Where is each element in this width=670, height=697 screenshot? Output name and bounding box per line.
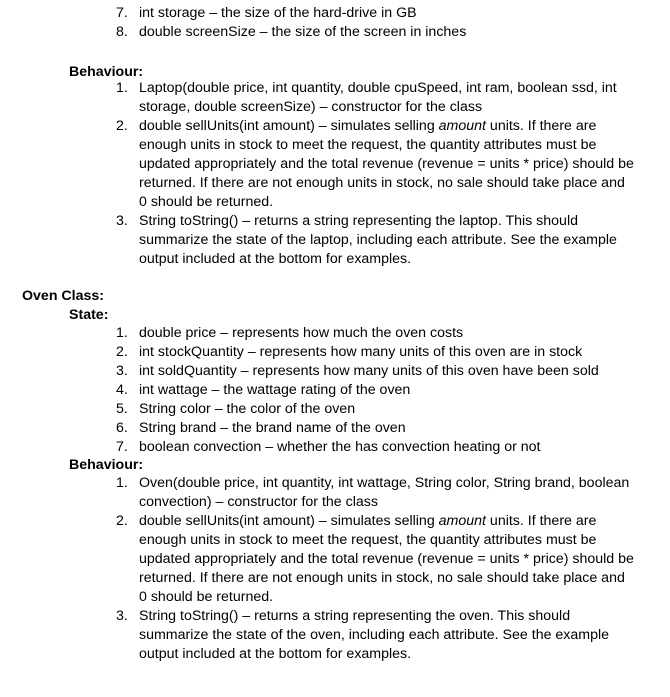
- oven-class-heading: Oven Class:: [22, 288, 105, 304]
- oven-state-list: [116, 324, 636, 457]
- list-item: [116, 212, 636, 269]
- list-item: [116, 400, 636, 419]
- list-item-number: 7.: [116, 5, 128, 21]
- list-item-number: 2.: [116, 513, 128, 529]
- list-item-text: int stockQuantity – represents how many units of this oven are in stock: [139, 344, 583, 360]
- list-item-number: 1.: [116, 80, 128, 96]
- list-item: [116, 79, 636, 117]
- list-item: [116, 343, 636, 362]
- oven-behaviour-heading: Behaviour:: [69, 457, 144, 473]
- list-item-text: int soldQuantity – represents how many units of this oven have been sold: [139, 363, 599, 379]
- list-item-number: 8.: [116, 24, 128, 40]
- emphasis-text: amount: [438, 513, 486, 529]
- list-item: [116, 474, 636, 512]
- list-item-number: 5.: [116, 401, 128, 417]
- list-item: [116, 4, 636, 23]
- oven-behaviour-list: [116, 474, 636, 664]
- list-item-text: double screenSize – the size of the screen in inches: [139, 24, 467, 40]
- list-item: [116, 23, 636, 42]
- list-item-number: 3.: [116, 363, 128, 379]
- list-item-number: 1.: [116, 475, 128, 491]
- list-item-text: [139, 117, 636, 212]
- laptop-behaviour-list: [116, 79, 636, 269]
- list-item: [116, 607, 636, 664]
- text-segment: double sellUnits(int amount) – simulates selling: [139, 118, 439, 134]
- laptop-state-list: [116, 4, 636, 42]
- text-segment: units. If there are enough units in stock to meet the request, the quantity attributes must be updated appropriately and the total revenue (revenue = units * price) should be returned. If there are not enough units in stock, no sale should take place and 0 should be returned.: [139, 513, 634, 605]
- text-segment: units. If there are enough units in stock to meet the request, the quantity attributes must be updated appropriately and the total revenue (revenue = units * price) should be returned. If there are not enough units in stock, no sale should take place and 0 should be returned.: [139, 118, 634, 210]
- list-item-text: Oven(double price, int quantity, int wattage, String color, String brand, boolean convection) – constructor for the class: [139, 475, 630, 510]
- list-item: [116, 324, 636, 343]
- laptop-behaviour-heading: Behaviour:: [69, 64, 144, 80]
- list-item: [116, 438, 636, 457]
- list-item-text: String brand – the brand name of the oven: [139, 420, 406, 436]
- list-item-number: 7.: [116, 439, 128, 455]
- list-item-text: int wattage – the wattage rating of the oven: [139, 382, 411, 398]
- list-item-text: [139, 512, 636, 607]
- list-item: [116, 117, 636, 212]
- list-item: [116, 362, 636, 381]
- list-item-text: String toString() – returns a string representing the oven. This should summarize the state of the oven, including each attribute. See the example output included at the bottom for examples.: [139, 608, 610, 662]
- text-segment: double sellUnits(int amount) – simulates selling: [139, 513, 439, 529]
- list-item-number: 3.: [116, 608, 128, 624]
- list-item: [116, 381, 636, 400]
- emphasis-text: amount: [438, 118, 486, 134]
- list-item-number: 4.: [116, 382, 128, 398]
- list-item-text: double price – represents how much the oven costs: [139, 325, 464, 341]
- list-item-number: 6.: [116, 420, 128, 436]
- list-item: [116, 512, 636, 607]
- list-item: [116, 419, 636, 438]
- list-item-text: boolean convection – whether the has convection heating or not: [139, 439, 541, 455]
- list-item-text: int storage – the size of the hard-drive in GB: [139, 5, 417, 21]
- oven-state-heading: State:: [69, 307, 109, 323]
- list-item-number: 1.: [116, 325, 128, 341]
- list-item-number: 3.: [116, 213, 128, 229]
- list-item-number: 2.: [116, 344, 128, 360]
- list-item-text: String toString() – returns a string representing the laptop. This should summarize the state of the laptop, including each attribute. See the example output included at the bottom for examples.: [139, 213, 617, 267]
- list-item-text: Laptop(double price, int quantity, double cpuSpeed, int ram, boolean ssd, int storage, double screenSize) – constructor for the class: [139, 80, 617, 115]
- list-item-text: String color – the color of the oven: [139, 401, 356, 417]
- list-item-number: 2.: [116, 118, 128, 134]
